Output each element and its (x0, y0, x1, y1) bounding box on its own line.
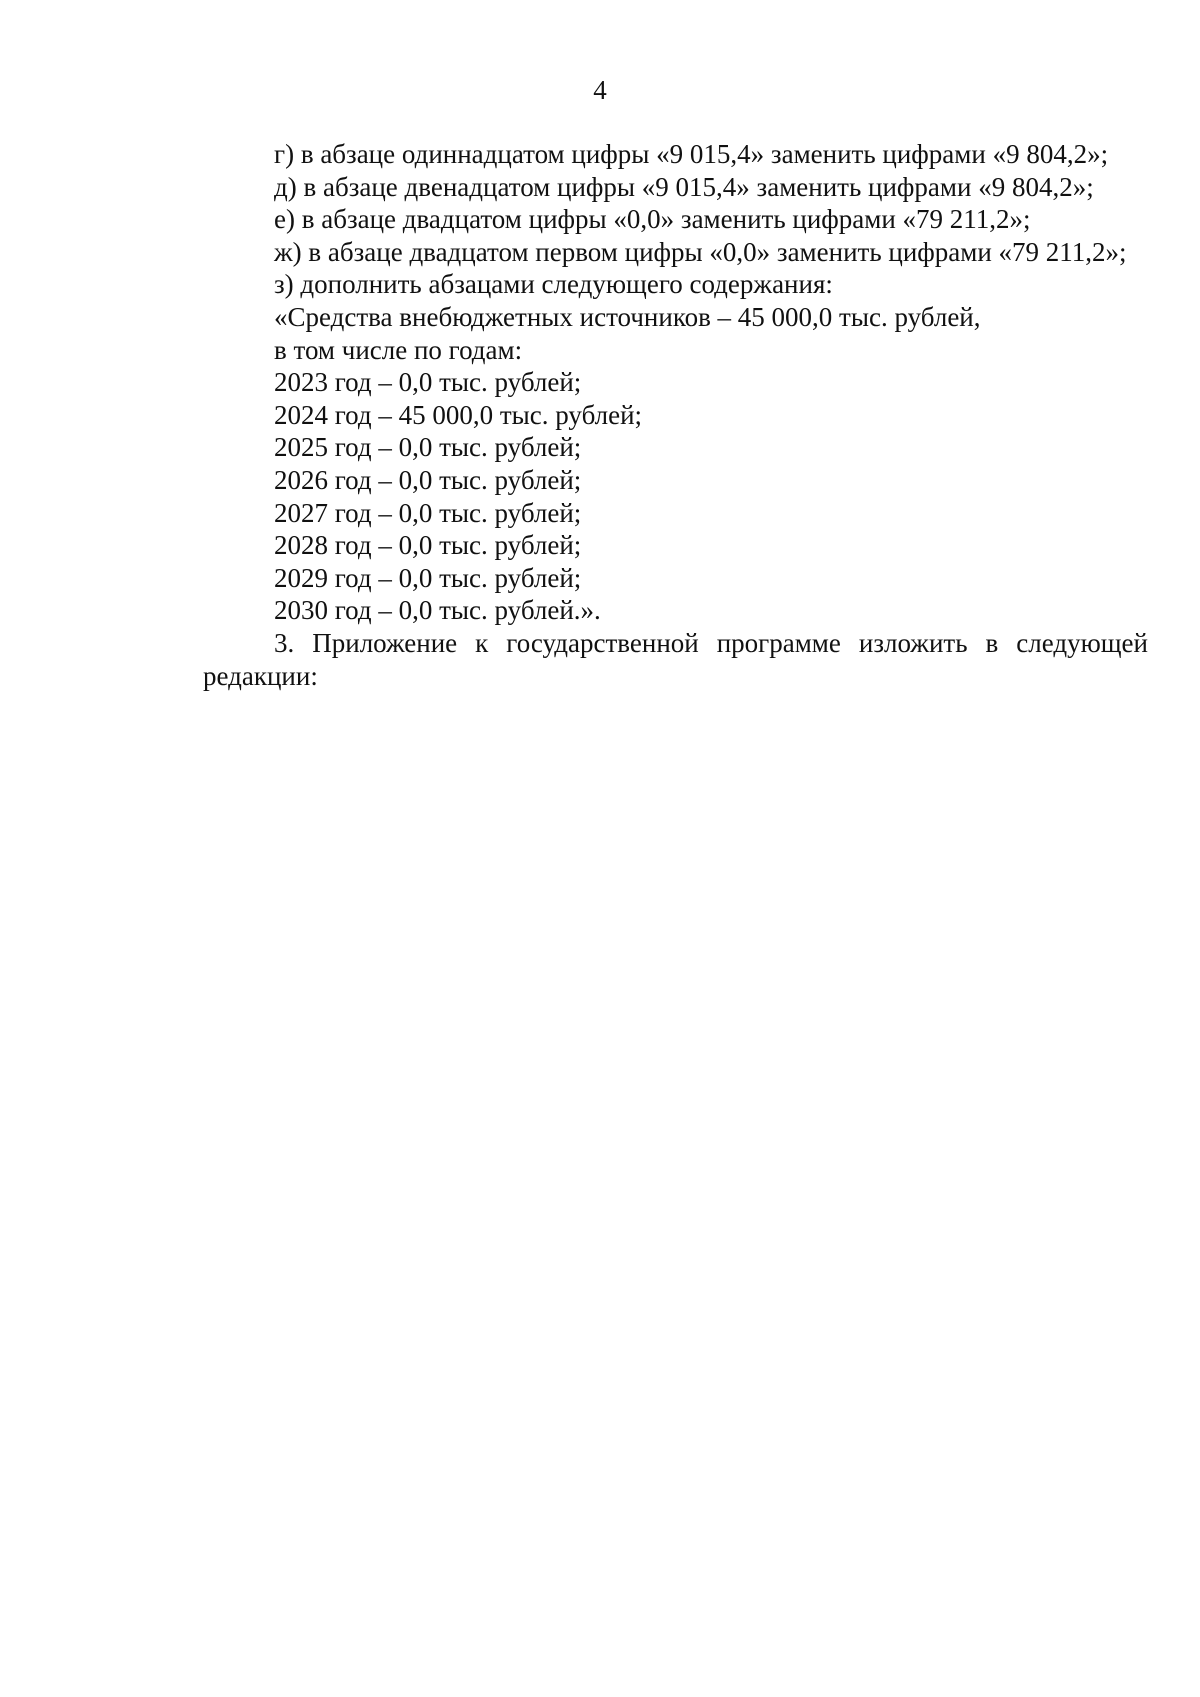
year-line-2029: 2029 год – 0,0 тыс. рублей; (274, 562, 582, 593)
year-line-2030: 2030 год – 0,0 тыс. рублей.». (274, 595, 601, 626)
paragraph-zh: ж) в абзаце двадцатом первом цифры «0,0» заменить цифрами «79 211,2»; (274, 236, 1127, 267)
year-line-2026: 2026 год – 0,0 тыс. рублей; (274, 464, 582, 495)
paragraph-z: з) дополнить абзацами следующего содержания: (274, 269, 833, 300)
year-line-2023: 2023 год – 0,0 тыс. рублей; (274, 367, 582, 398)
year-line-2028: 2028 год – 0,0 тыс. рублей; (274, 530, 582, 561)
paragraph-d: д) в абзаце двенадцатом цифры «9 015,4» заменить цифрами «9 804,2»; (274, 171, 1094, 202)
document-body (203, 138, 1148, 692)
quote-start-line: «Средства внебюджетных источников – 45 000,0 тыс. рублей, (274, 301, 981, 332)
paragraph-e: е) в абзаце двадцатом цифры «0,0» заменить цифрами «79 211,2»; (274, 204, 1031, 235)
paragraph-g: г) в абзаце одиннадцатом цифры «9 015,4» заменить цифрами «9 804,2»; (274, 139, 1109, 169)
paragraph-item-3: 3. Приложение к государственной программе изложить в следующей редакции: (203, 627, 1148, 691)
year-line-2027: 2027 год – 0,0 тыс. рублей; (274, 497, 582, 528)
year-line-2024: 2024 год – 45 000,0 тыс. рублей; (274, 399, 643, 430)
page-number: 4 (593, 75, 607, 105)
year-line-2025: 2025 год – 0,0 тыс. рублей; (274, 432, 582, 463)
by-years-line: в том числе по годам: (274, 334, 523, 365)
